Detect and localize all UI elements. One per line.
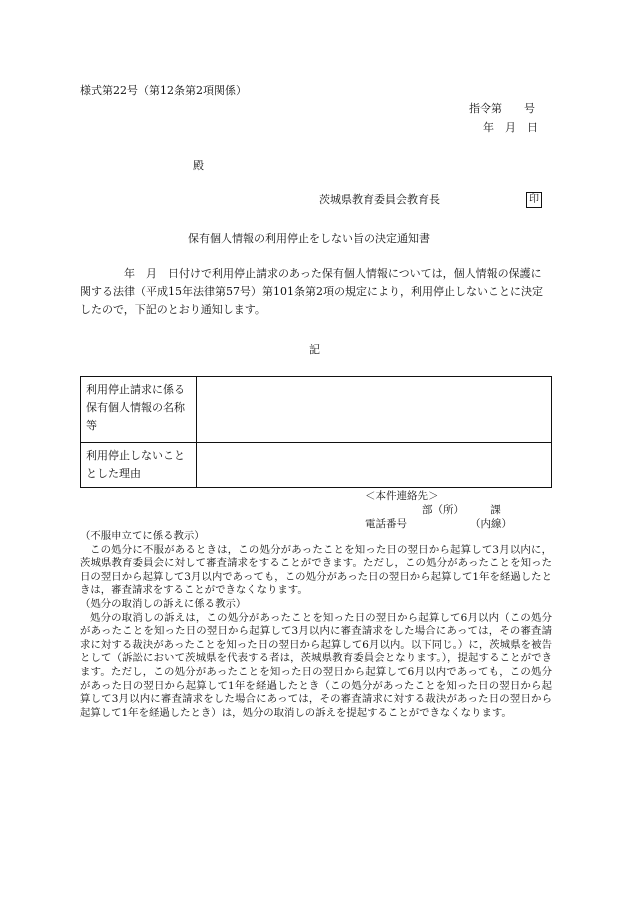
form-identifier: 様式第22号（第12条第2項関係）	[80, 84, 247, 97]
contact-department: 部（所） 課	[422, 504, 501, 516]
table-row	[81, 377, 552, 443]
table-label-name: 利用停止請求に係る保有個人情報の名称等	[81, 377, 197, 443]
ki-heading: 記	[309, 343, 320, 356]
body-paragraph: 年 月 日付けで利用停止請求のあった保有個人情報については，個人情報の保護に関する法律（平成15年法律第57号）第101条第2項の規定により，利用停止しないことに決定したので，下記のとおり通知します。	[80, 267, 543, 316]
seal-stamp: 印	[526, 192, 542, 208]
table-row	[81, 443, 552, 488]
contact-heading: ＜本件連絡先＞	[365, 490, 439, 502]
table-value-reason	[197, 443, 552, 488]
issuer-name: 茨城県教育委員会教育長	[319, 193, 440, 206]
issue-date: 年 月 日	[483, 121, 538, 134]
appeal-heading: （不服申立てに係る教示）	[80, 530, 205, 542]
directive-number: 指令第 号	[469, 102, 535, 115]
revocation-heading: （処分の取消しの訴えに係る教示）	[80, 597, 247, 610]
notes-section	[80, 530, 552, 720]
document-title: 保有個人情報の利用停止をしない旨の決定通知書	[188, 232, 430, 245]
appeal-text: この処分に不服があるときは，この処分があったことを知った日の翌日から起算して3月以内に，茨城県教育委員会に対して審査請求をすることができます。ただし，この処分があったことを知った日の翌日から起算して3月以内であっても，この処分があった日の翌日から起算して1年を経過したときは，審査請求をすることができなくなります。	[80, 543, 552, 597]
contact-extension-label: （内線）	[470, 518, 512, 530]
table-value-name	[197, 377, 552, 443]
revocation-text: 処分の取消しの訴えは，この処分があったことを知った日の翌日から起算して6月以内（この処分があったことを知った日の翌日から起算して3月以内に審査請求をした場合にあっては，その審査請求に対する裁決があったことを知った日の翌日から起算して6月以内。以下同じ。）に，茨城県を被告として（訴訟において茨城県を代表する者は，茨城県教育委員会となります。），提起することができます。ただし，この処分があったことを知った日の翌日から起算して6月以内であっても，この処分があった日の翌日から起算して1年を経過したとき（この処分があったことを知った日の翌日から起算して3月以内に審査請求をした場合にあっては，その審査請求に対する裁決があった日の翌日から起算して1年を経過したとき）は，処分の取消しの訴えを提起することができなくなります。	[80, 611, 552, 719]
table-label-reason: 利用停止しないこととした理由	[81, 443, 197, 488]
addressee-suffix: 殿	[193, 159, 204, 172]
contact-phone-label: 電話番号	[365, 518, 407, 530]
info-table	[80, 376, 552, 488]
